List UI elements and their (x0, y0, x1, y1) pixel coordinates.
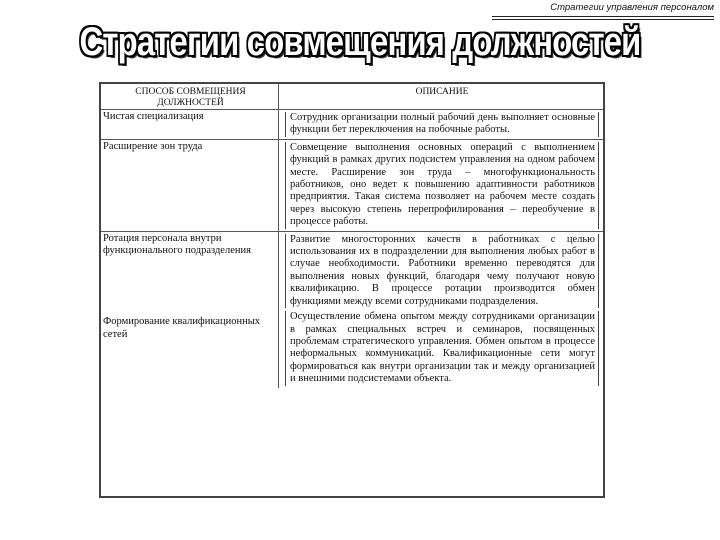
row-description: Совмещение выполнения основных операций с выполнением функций в рамках других подсистем управления на одном рабочем месте. Расширение зон труда – многофункциональность работников, оно ведет к повышению адаптивности работников предприятия. Такая система позволяет на рабочем месте создать через высокую степень перепрофилирования – переобучение в процессе работы. (285, 142, 599, 229)
row-description: Сотрудник организации полный рабочий день выполняет основные функции бет переключения на побочные работы. (285, 112, 599, 137)
row-method: Расширение зон труда (101, 139, 279, 231)
row-method: Ротация персонала внутри функционального подразделения (101, 231, 279, 310)
row-method: Чистая специализация (101, 110, 279, 140)
row-method: Формирование квалификационных сетей (101, 310, 279, 387)
row-description: Развитие многосторонних качеств в работниках с целью использования их в подразделении для выполнения любых работ в случае необходимости. Работники временно переводятся для выполнения новых функций, благодаря чему получают новую квалификацию. В процессе ротации производится обмен функциями между всеми сотрудниками подразделения. (285, 234, 599, 308)
table-row (101, 139, 603, 231)
column-header-description: ОПИСАНИЕ (415, 87, 469, 97)
page-title: Стратегии совмещения должностей (79, 20, 641, 64)
column-header-method: СПОСОБ СОВМЕЩЕНИЯ ДОЛЖНОСТЕЙ (101, 84, 279, 110)
table-row (101, 110, 603, 140)
strategies-table (99, 82, 605, 498)
table-row (101, 231, 603, 310)
running-header: Стратегии управления персоналом (492, 2, 714, 17)
row-description: Осуществление обмена опытом между сотрудниками организации в рамках специальных встреч и семинаров, посвященных проблемам стратегического управления. Обмен опытом в процессе неформальных коммуникаций. Квалификационные сети могут формироваться как внутри организации так и между организацией и внешними подсистемами объекта. (285, 311, 599, 385)
table-row (101, 310, 603, 387)
